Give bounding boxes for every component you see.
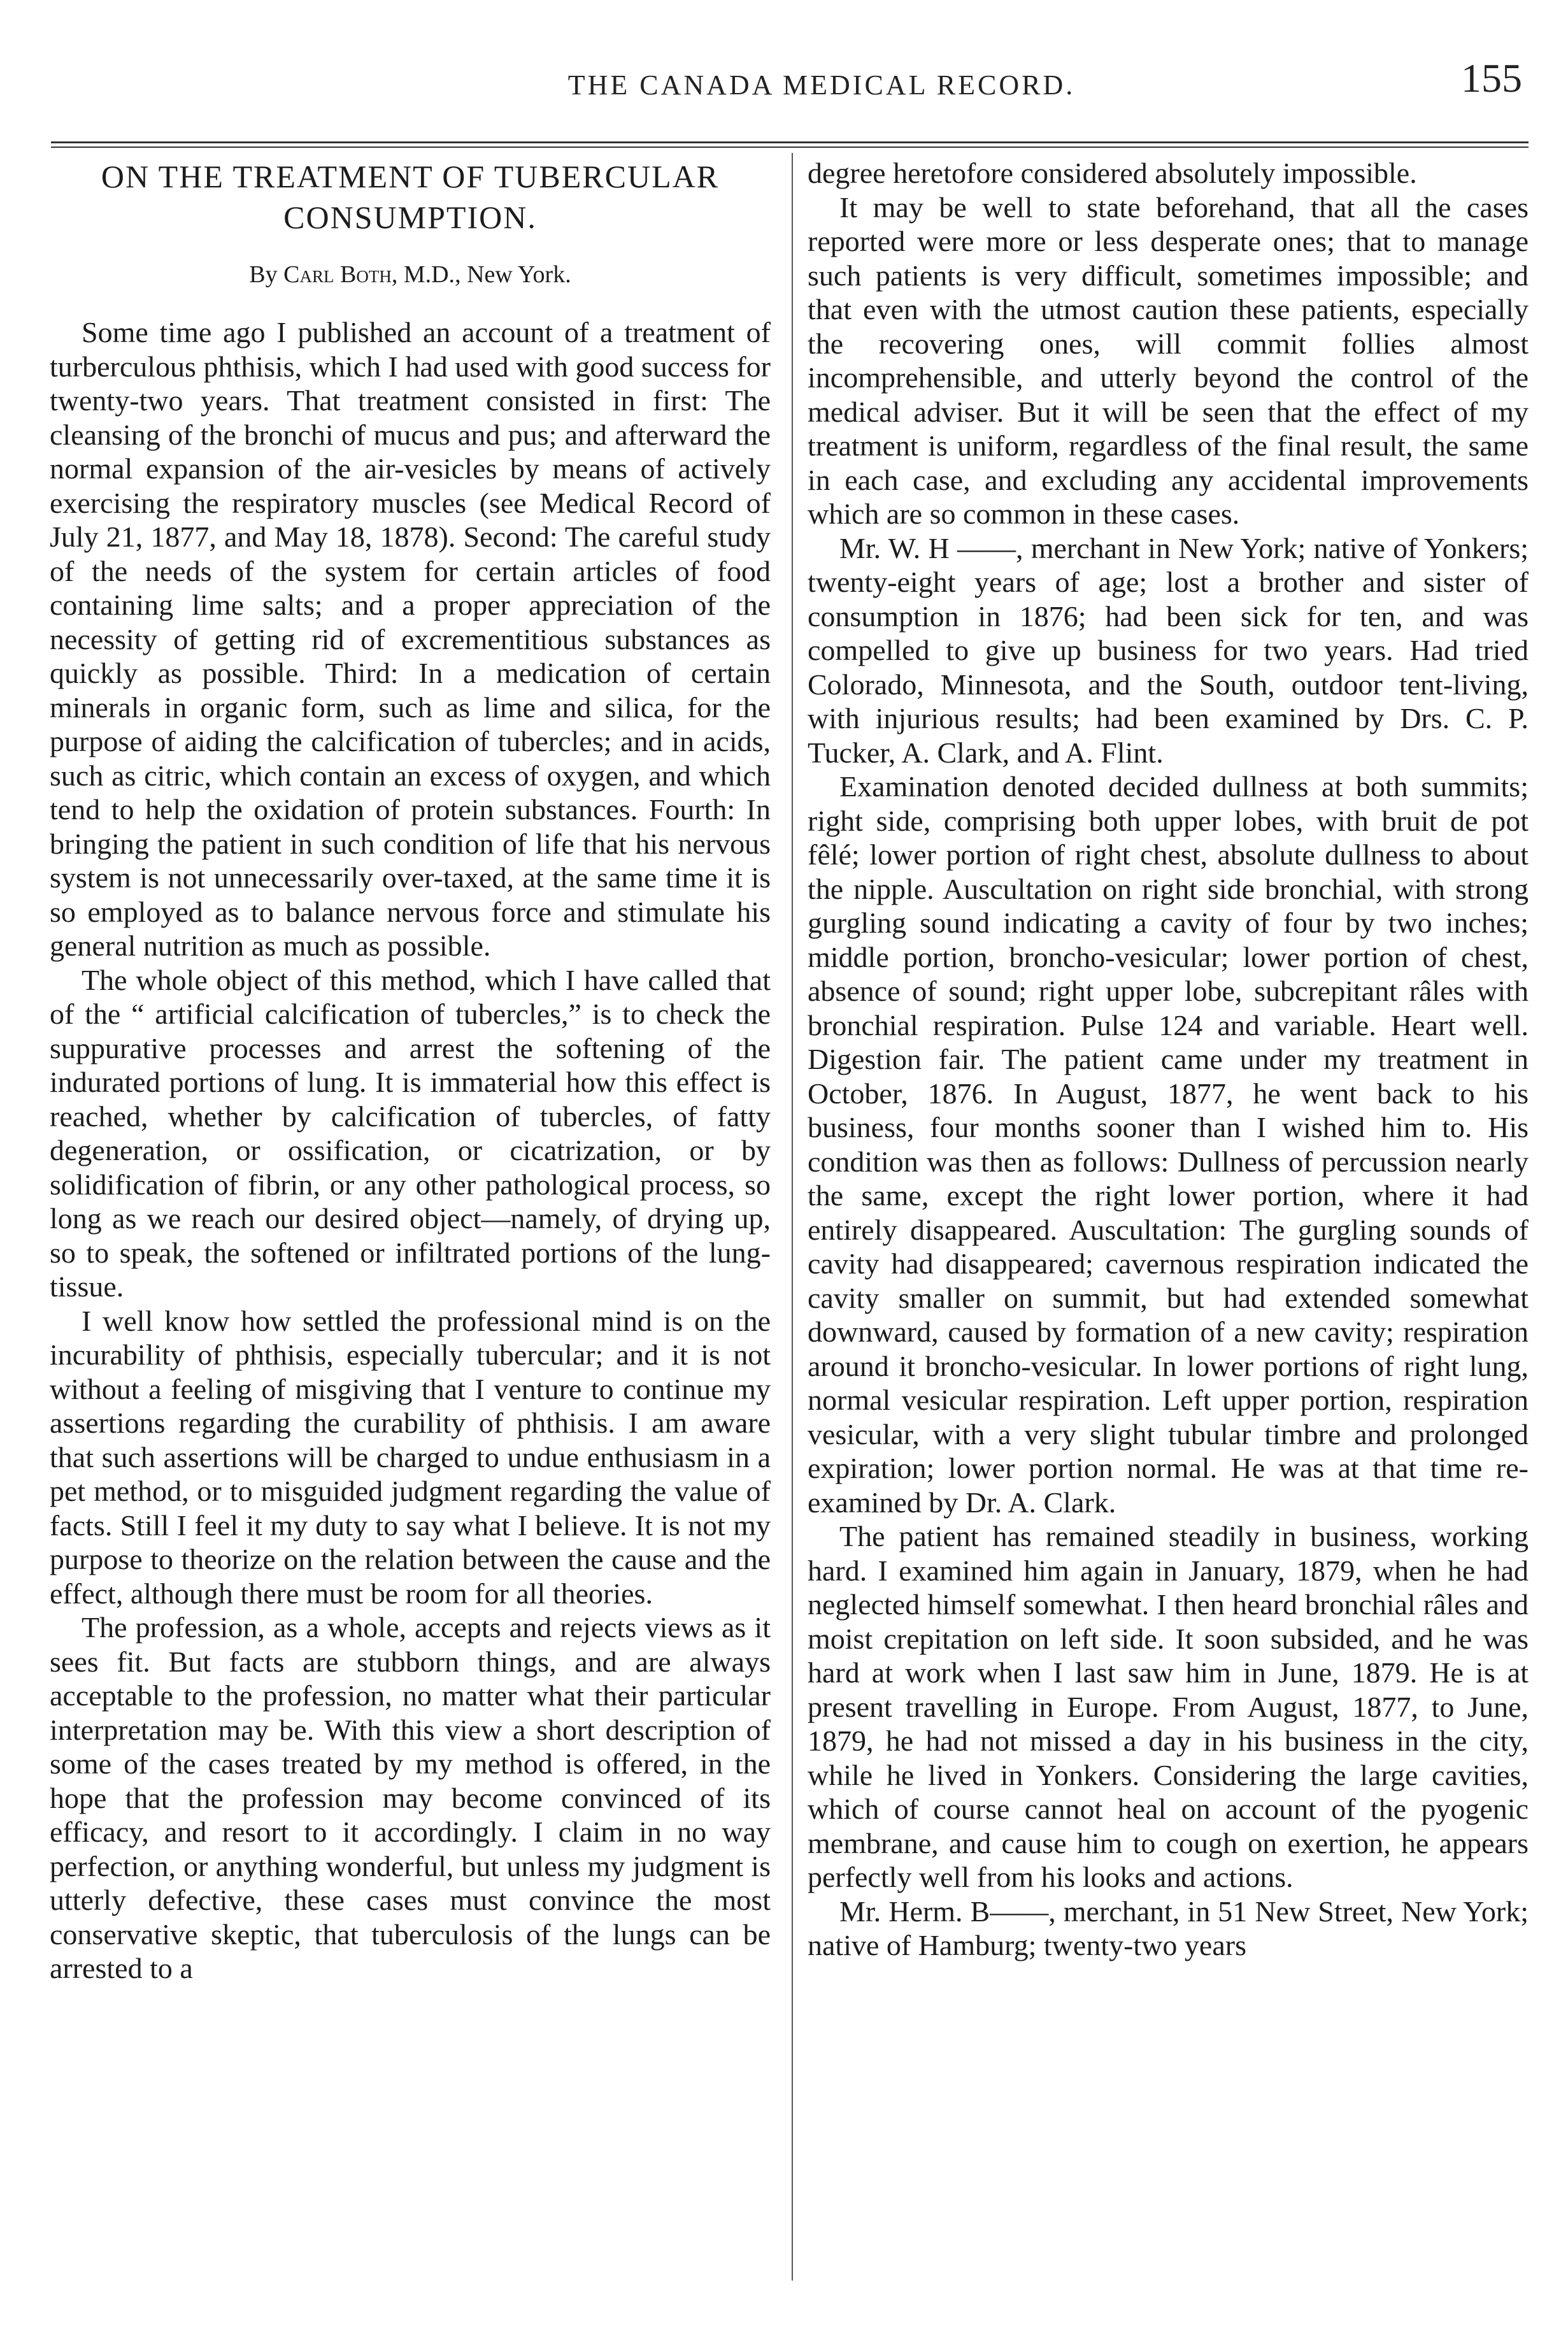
paragraph: It may be well to state beforehand, that all the cases reported were more or less desperate ones; that to manage such patients is very difficult, sometimes impossible; and that even with the utmost caution these patients, especially the recovering ones, will commit follies almost incomprehensible, and utterly beyond the control of the medical adviser. But it will be seen that the effect of my treatment is uniform, regardless of the final result, the same in each case, and excluding any accidental improvements which are so common in these cases. bbox=[808, 190, 1529, 530]
journal-title: THE CANADA MEDICAL RECORD. bbox=[567, 69, 1076, 101]
paragraph: Mr. W. H ——, merchant in New York; native of Yonkers; twenty-eight years of age; lost a brother and sister of consumption in 1876; had been sick for ten, and was compelled to give up business for two years. Had tried Colorado, Minnesota, and the South, outdoor tent-living, with injurious results; had been examined by Drs. C. P. Tucker, A. Clark, and A. Flint. bbox=[808, 531, 1529, 769]
left-column bbox=[50, 156, 771, 1986]
paragraph: Examination denoted decided dullness at both summits; right side, comprising both upper lobes, with bruit de pot fêlé; lower portion of right chest, absolute dullness to about the nipple. Auscultation on right side bronchial, with strong gurgling sound indicating a cavity of four by two inches; middle portion, broncho-vesicular; lower portion of chest, absence of sound; right upper lobe, subcrepitant râles with bronchial respiration. Pulse 124 and variable. Heart well. Digestion fair. The patient came under my treatment in October, 1876. In August, 1877, he went back to his business, four months sooner than I wished him to. His condition was then as follows: Dullness of percussion nearly the same, except the right lower portion, where it had entirely disappeared. Auscultation: The gurgling sounds of cavity had disappeared; cavernous respiration indicated the cavity smaller on summit, but had extended somewhat downward, caused by formation of a new cavity; respiration around it broncho-vesicular. In lower portions of right lung, normal vesicular respiration. Left upper portion, respiration vesicular, with a very slight tubular timbre and prolonged expiration; lower portion normal. He was at that time re-examined by Dr. A. Clark. bbox=[808, 770, 1529, 1519]
paragraph: I well know how settled the professional mind is on the incurability of phthisis, especially tubercular; and it is not without a feeling of misgiving that I venture to continue my assertions regarding the curability of phthisis. I am aware that such assertions will be charged to undue enthusiasm in a pet method, or to misguided judgment regarding the value of facts. Still I feel it my duty to say what I believe. It is not my purpose to theorize on the relation between the cause and the effect, although there must be room for all theories. bbox=[50, 1304, 771, 1610]
column-divider bbox=[792, 153, 793, 2281]
header-rule bbox=[51, 141, 1529, 143]
paragraph: The whole object of this method, which I have called that of the “ artificial calcification of tubercles,” is to check the suppurative processes and arrest the softening of the indurated portions of lung. It is immaterial how this effect is reached, whether by calcification of tubercles, of fatty degeneration, or ossification, or cicatrization, or by solidification of fibrin, or any other pathological process, so long as we reach our desired object—namely, of drying up, so to speak, the softened or infiltrated portions of the lung-tissue. bbox=[50, 963, 771, 1303]
author-location: , New York. bbox=[455, 261, 571, 288]
header-rule-thin bbox=[51, 147, 1529, 148]
paragraph: The patient has remained steadily in business, working hard. I examined him again in January, 1879, when he had neglected himself somewhat. I then heard bronchial râles and moist crepitation on left side. It soon subsided, and he was hard at work when I last saw him in June, 1879. He is at present travelling in Europe. From August, 1877, to June, 1879, he had not missed a day in his business in the city, while he lived in Yonkers. Considering the large cavities, which of course cannot heal on account of the pyogenic membrane, and cause him to cough on exertion, he appears perfectly well from his looks and actions. bbox=[808, 1520, 1529, 1893]
byline-prefix: By bbox=[249, 261, 278, 288]
article-title: ON THE TREATMENT OF TUBERCULAR CONSUMPTION. bbox=[101, 159, 720, 235]
paragraph: Mr. Herm. B——, merchant, in 51 New Street, New York; native of Hamburg; twenty-two years bbox=[808, 1895, 1529, 1961]
byline bbox=[50, 257, 771, 292]
page-header bbox=[0, 0, 1568, 127]
paragraph: The profession, as a whole, accepts and rejects views as it sees fit. But facts are stubborn things, and are always acceptable to the profession, no matter what their particular interpretation may be. With this view a short description of some of the cases treated by my method is offered, in the hope that the profession may become convinced of its efficacy, and resort to it accordingly. I claim in no way perfection, or anything wonderful, but unless my judgment is utterly defective, these cases must convince the most conservative skeptic, that tuberculosis of the lungs can be arrested to a bbox=[50, 1611, 771, 1984]
paragraph-continued: degree heretofore considered absolutely impossible. bbox=[808, 157, 1417, 189]
right-column bbox=[808, 156, 1529, 1963]
author-name: Carl Both, M.D. bbox=[283, 261, 455, 288]
page-number: 155 bbox=[1461, 55, 1522, 101]
paragraph: Some time ago I published an account of a treatment of turberculous phthisis, which I had used with good success for twenty-two years. That treatment consisted in first: The cleansing of the bronchi of mucus and pus; and afterward the normal expansion of the air-vesicles by means of actively exercising the respiratory muscles (see Medical Record of July 21, 1877, and May 18, 1878). Second: The careful study of the needs of the system for certain articles of food containing lime salts; and a proper appreciation of the necessity of getting rid of excrementitious substances as quickly as possible. Third: In a medication of certain minerals in organic form, such as lime and silica, for the purpose of aiding the calcification of tubercles; and in acids, such as citric, which contain an excess of oxygen, and which tend to help the oxidation of protein substances. Fourth: In bringing the patient in such condition of life that his nervous system is not unnecessarily over-taxed, at the same time it is so employed as to balance nervous force and stimulate his general nutrition as much as possible. bbox=[50, 316, 771, 962]
